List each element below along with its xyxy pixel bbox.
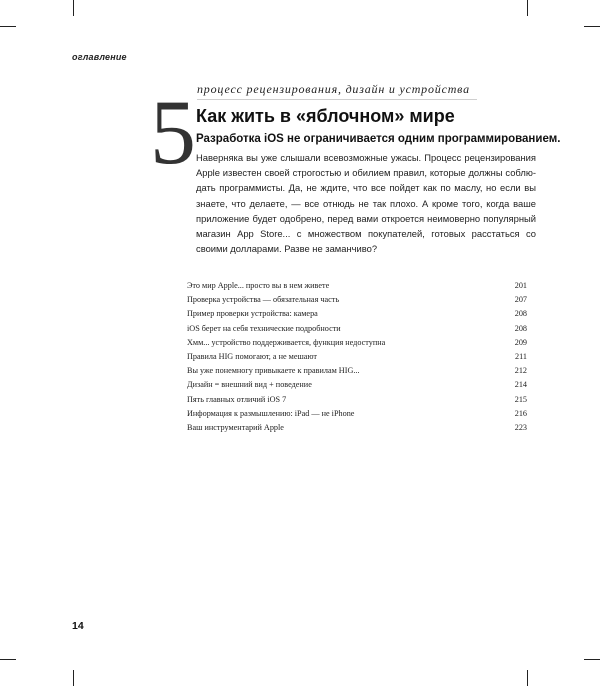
crop-mark	[0, 26, 16, 27]
chapter-title: Как жить в «яблочном» мире	[196, 106, 455, 126]
toc-entry[interactable]	[187, 336, 527, 350]
toc-entry[interactable]	[187, 307, 527, 321]
toc-entry-page: 214	[514, 380, 527, 390]
toc-entry[interactable]	[187, 378, 527, 392]
toc-entry-title: Проверка устройства — обязательная часть	[187, 295, 340, 305]
crop-mark	[527, 0, 528, 16]
toc-entry-title: Пять главных отличий iOS 7	[187, 394, 287, 404]
toc-entry-page: 209	[514, 337, 527, 347]
toc-entry-title: Хмм... устройство поддерживается, функция недоступна	[187, 337, 386, 347]
toc-entry-title: Вы уже понемногу привыкаете к правилам HIG...	[187, 366, 360, 376]
toc-entry-page: 212	[514, 366, 527, 376]
chapter-lead: Разработка iOS не ограничивается одним программированием.	[196, 133, 561, 145]
toc-entry[interactable]	[187, 279, 527, 293]
toc-entry-page: 211	[515, 351, 527, 361]
crop-mark	[73, 0, 74, 16]
chapter-intro: Наверняка вы уже слышали всевозможные ужасы. Процесс рецензирования Apple известен своей строгостью и обилием правил, которые должны соблюдать программисты. Да, не ждите, что все пойдет как по маслу, но если вы знаете, что делаете, — все отнюдь не так плохо. А кроме того, когда ваше приложение будет одобрено, перед вами откроется неимоверно популярный магазин App Store... с множеством покупателей, готовых расстаться со своими долларами. Разве не заманчиво?	[196, 152, 536, 255]
toc-entry-page: 207	[514, 295, 527, 305]
toc-entry[interactable]	[187, 322, 527, 336]
chapter-number: 5	[150, 81, 196, 183]
toc-entry[interactable]	[187, 421, 527, 435]
toc-entry-title: Правила HIG помогают, а не мешают	[187, 351, 317, 361]
toc-entry-title: iOS берет на себя технические подробности	[187, 323, 341, 333]
crop-mark	[73, 670, 74, 686]
toc-entry-page: 208	[514, 323, 527, 333]
toc-entry-title: Ваш инструментарий Apple	[187, 422, 284, 432]
toc-entry[interactable]	[187, 350, 527, 364]
page-number: 14	[72, 620, 84, 632]
toc-entry[interactable]	[187, 293, 527, 307]
toc-entry-page: 223	[514, 422, 527, 432]
toc-entry-page: 208	[514, 309, 527, 319]
toc-entry[interactable]	[187, 393, 527, 407]
crop-mark	[584, 26, 600, 27]
toc-entry-page: 215	[514, 394, 527, 404]
toc-entry-title: Это мир Apple... просто вы в нем живете	[187, 281, 330, 290]
toc-entry-title: Дизайн = внешний вид + поведение	[187, 380, 312, 390]
chapter-subtitle: процесс рецензирования, дизайн и устройства	[197, 82, 477, 100]
toc-entry-page: 201	[514, 281, 527, 290]
toc-entry[interactable]	[187, 364, 527, 378]
table-of-contents	[187, 279, 527, 435]
toc-entry-title: Пример проверки устройства: камера	[187, 309, 318, 319]
toc-entry-page: 216	[514, 408, 527, 418]
toc-entry[interactable]	[187, 407, 527, 421]
section-label: оглавление	[72, 52, 127, 62]
toc-entry-title: Информация к размышлению: iPad — не iPhone	[187, 408, 355, 418]
crop-mark	[584, 659, 600, 660]
crop-mark	[527, 670, 528, 686]
crop-mark	[0, 659, 16, 660]
